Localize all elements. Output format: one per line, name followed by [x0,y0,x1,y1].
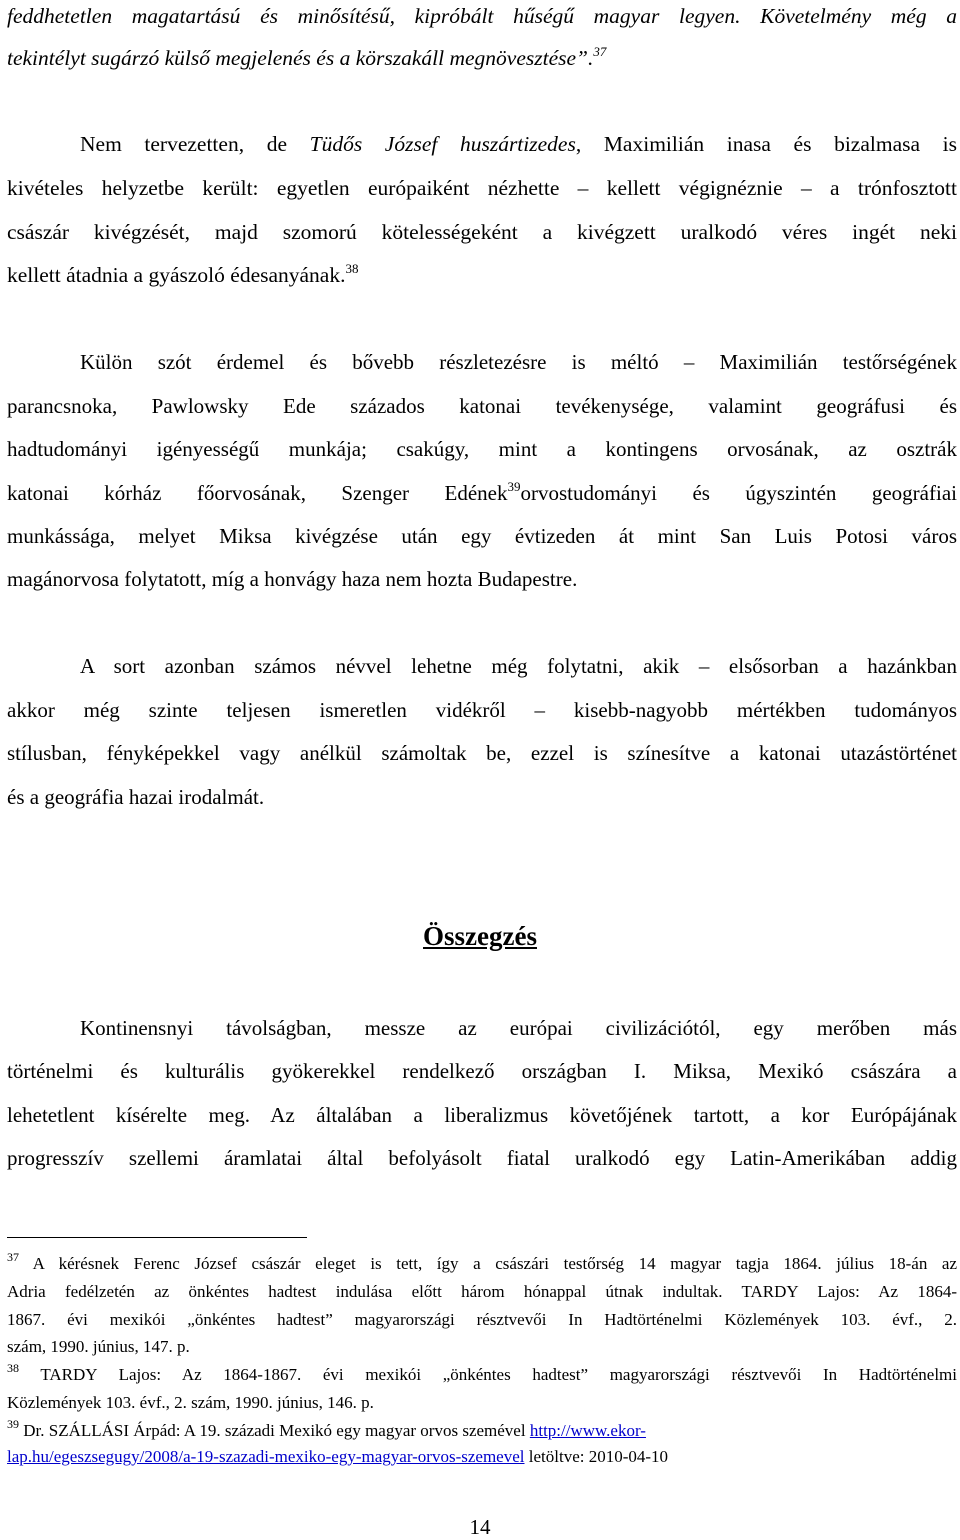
footnote-line: 1867. évi mexikói „önkéntes hadtest” magyarországi résztvevői In Hadtörténelmi Közlemények 103. évf., 2. [7,1310,957,1329]
text-line: munkássága, melyet Miksa kivégzése után egy évtizeden át mint San Luis Potosi város [7,524,957,548]
footnote-ref[interactable]: 37 [593,44,607,59]
text-line: császár kivégzését, majd szomorú kötelességeként a kivégzett uralkodó véres ingét neki [7,220,957,244]
footnote-line [7,1250,957,1275]
text-line: lehetetlent kísérelte meg. Az általában a liberalizmus követőjének tartott, a kor Európájának [7,1103,957,1127]
text-line: progresszív szellemi áramlatai által befolyásolt fiatal uralkodó egy Latin-Amerikában addig [7,1146,957,1170]
text-span: A kérésnek Ferenc József császár eleget is tett, így a császári testőrség 14 magyar tagja 1864. július 18-án az [32,1254,957,1273]
footnote-ref[interactable]: 39 [507,479,521,494]
footnote-line: Közlemények 103. évf., 2. szám, 1990. június, 146. p. [7,1393,374,1412]
footnote-number: 39 [7,1417,19,1431]
footnote-line: szám, 1990. június, 147. p. [7,1337,190,1356]
footnote-number: 37 [7,1250,19,1264]
text-line: hadtudományi igényességű munkája; csakúgy, mint a kontingens orvosának, az osztrák [7,437,957,461]
footnote-ref[interactable]: 38 [345,261,359,276]
text-line: és a geográfia hazai irodalmát. [7,785,265,809]
text-line: Kontinensnyi távolságban, messze az európai civilizációtól, egy merőben más [80,1016,957,1040]
footnote-link[interactable]: http://www.ekor- [529,1421,646,1440]
text-line: A sort azonban számos névvel lehetne még folytatni, akik – elsősorban a hazánkban [80,654,957,678]
text-span: katonai kórház főorvosának, Szenger Edének [7,481,508,505]
text-span: TARDY Lajos: Az 1864-1867. évi mexikói „önkéntes hadtest” magyarországi résztvevői In Hadtörténelmi [40,1365,957,1384]
text-span: , Maximilián inasa és bizalmasa is [575,132,957,156]
text-line [7,480,957,506]
text-span: kellett átadnia a gyászoló édesanyának. [7,263,346,287]
text-span: letöltve: 2010-04-10 [524,1447,669,1466]
text-span: orvostudományi és úgyszintén geográfiai [520,481,957,505]
footnote-link[interactable]: lap.hu/egeszsegugy/2008/a-19-szazadi-mexiko-egy-magyar-orvos-szemevel [7,1447,525,1466]
text-line: történelmi és kulturális gyökerekkel rendelkező országban I. Miksa, Mexikó császára a [7,1059,957,1083]
text-line: parancsnoka, Pawlowsky Ede százados katonai tevékenysége, valamint geográfusi és [7,394,957,418]
footnote-separator [7,1237,307,1238]
footnote-line [7,1361,957,1386]
text-line: akkor még szinte teljesen ismeretlen vidékről – kisebb-nagyobb mértékben tudományos [7,698,957,722]
text-line [7,262,957,288]
text-line: stílusban, fényképekkel vagy anélkül számoltak be, ezzel is színesítve a katonai utazástörténet [7,741,957,765]
text-span-italic: Tüdős József huszártizedes [309,132,576,156]
footnote-line [7,1417,957,1442]
text-line: magánorvosa folytatott, míg a honvágy haza nem hozta Budapestre. [7,567,578,591]
footnote-number: 38 [7,1361,19,1375]
footnote-line [7,1446,957,1468]
footnote-line: Adria fedélzetén az önkéntes hadtest indulása előtt három hónappal útnak indultak. TARDY Lajos: Az 1864- [7,1282,957,1301]
text-line [7,45,957,71]
text-line [80,131,957,157]
text-line: kivételes helyzetbe került: egyetlen európaiként nézhette – kellett végignéznie – a trónfosztott [7,176,957,200]
page-number: 14 [469,1515,491,1539]
text-line: feddhetetlen magatartású és minősítésű, kipróbált hűségű magyar legyen. Követelmény még a [7,4,957,28]
text-span: Nem tervezetten, de [80,132,310,156]
text-line: Külön szót érdemel és bővebb részletezésre is méltó – Maximilián testőrségének [80,350,957,374]
text-span: Dr. SZÁLLÁSI Árpád: A 19. századi Mexikó egy magyar orvos szemével [23,1421,530,1440]
text-span: tekintélyt sugárzó külső megjelenés és a körszakáll megnövesztése”. [7,46,594,70]
section-heading: Összegzés [423,921,537,951]
